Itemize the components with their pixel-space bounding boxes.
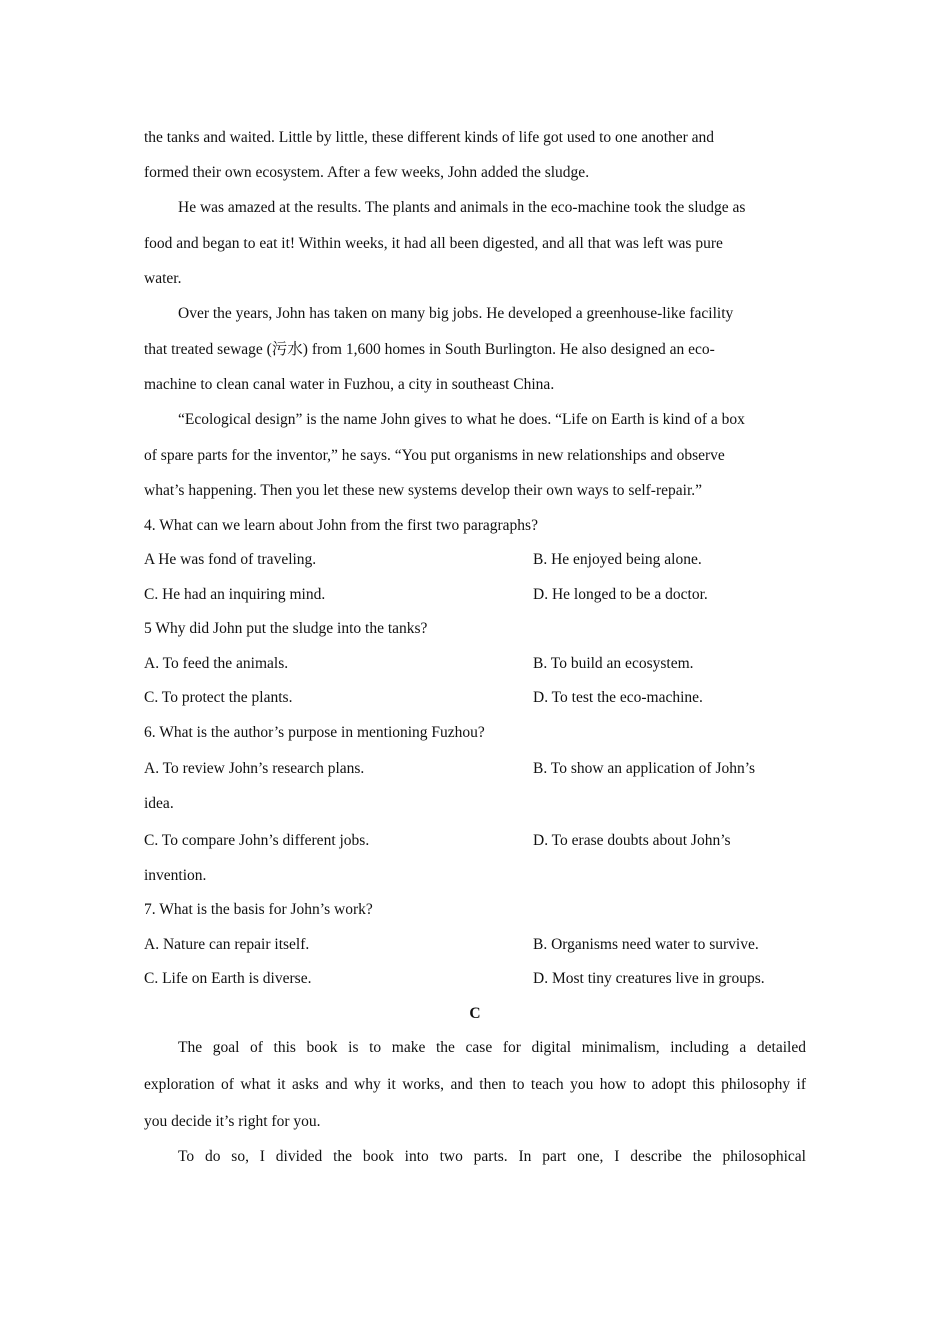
option-continuation: idea. <box>144 795 174 812</box>
passage-line: machine to clean canal water in Fuzhou, a city in southeast China. <box>144 376 555 393</box>
passage-line: food and began to eat it! Within weeks, it had all been digested, and all that was left was pure <box>144 235 723 252</box>
option-continuation: invention. <box>144 866 207 884</box>
option-a: A. To feed the animals. <box>144 654 289 672</box>
option-b: B. Organisms need water to survive. <box>533 935 759 953</box>
passage-line: He was amazed at the results. The plants and animals in the eco-machine took the sludge as <box>178 198 746 216</box>
option-row <box>144 647 806 682</box>
passage-line: the tanks and waited. Little by little, these different kinds of life got used to one another and <box>144 129 715 146</box>
passage-line: exploration of what it asks and why it works, and then to teach you how to adopt this philosophy if <box>144 1075 806 1093</box>
passage-line: formed their own ecosystem. After a few weeks, John added the sludge. <box>144 164 590 181</box>
option-row <box>144 543 806 578</box>
option-row <box>144 750 806 787</box>
passage-line: what’s happening. Then you let these new systems develop their own ways to self-repair.” <box>144 482 703 499</box>
option-b: B. To show an application of John’s <box>533 760 756 777</box>
question-stem: 7. What is the basis for John’s work? <box>144 901 373 918</box>
option-d: D. He longed to be a doctor. <box>533 585 708 603</box>
option-row <box>144 928 806 963</box>
option-d: D. Most tiny creatures live in groups. <box>533 970 765 987</box>
option-c: C. Life on Earth is diverse. <box>144 970 312 987</box>
passage-line: that treated sewage (污水) from 1,600 homes in South Burlington. He also designed an eco- <box>144 341 715 358</box>
question-stem: 6. What is the author’s purpose in mentioning Fuzhou? <box>144 723 485 741</box>
passage-line: you decide it’s right for you. <box>144 1112 321 1130</box>
passage-line: “Ecological design” is the name John gives to what he does. “Life on Earth is kind of a box <box>178 410 745 428</box>
option-b: B. He enjoyed being alone. <box>533 551 702 568</box>
option-a: A. Nature can repair itself. <box>144 935 310 953</box>
option-row <box>144 822 806 859</box>
option-a: A He was fond of traveling. <box>144 551 317 568</box>
passage-line: of spare parts for the inventor,” he says. “You put organisms in new relationships and observe <box>144 447 725 464</box>
section-title: C <box>469 1004 481 1022</box>
question-stem: 4. What can we learn about John from the first two paragraphs? <box>144 516 538 534</box>
option-c: C. He had an inquiring mind. <box>144 585 326 603</box>
option-d: D. To erase doubts about John’s <box>533 831 731 849</box>
option-d: D. To test the eco-machine. <box>533 689 703 706</box>
option-row <box>144 681 806 716</box>
passage-line: Over the years, John has taken on many big jobs. He developed a greenhouse-like facility <box>178 304 734 322</box>
passage-line: The goal of this book is to make the case for digital minimalism, including a detailed <box>178 1039 806 1056</box>
option-row <box>144 962 806 997</box>
question-stem: 5 Why did John put the sludge into the tanks? <box>144 620 428 637</box>
passage-line: To do so, I divided the book into two parts. In part one, I describe the philosophical <box>178 1147 806 1165</box>
option-a: A. To review John’s research plans. <box>144 760 365 777</box>
option-b: B. To build an ecosystem. <box>533 654 694 672</box>
option-row <box>144 578 806 613</box>
option-c: C. To compare John’s different jobs. <box>144 831 370 849</box>
option-c: C. To protect the plants. <box>144 689 293 706</box>
document-page <box>144 119 806 1174</box>
passage-line: water. <box>144 270 182 287</box>
